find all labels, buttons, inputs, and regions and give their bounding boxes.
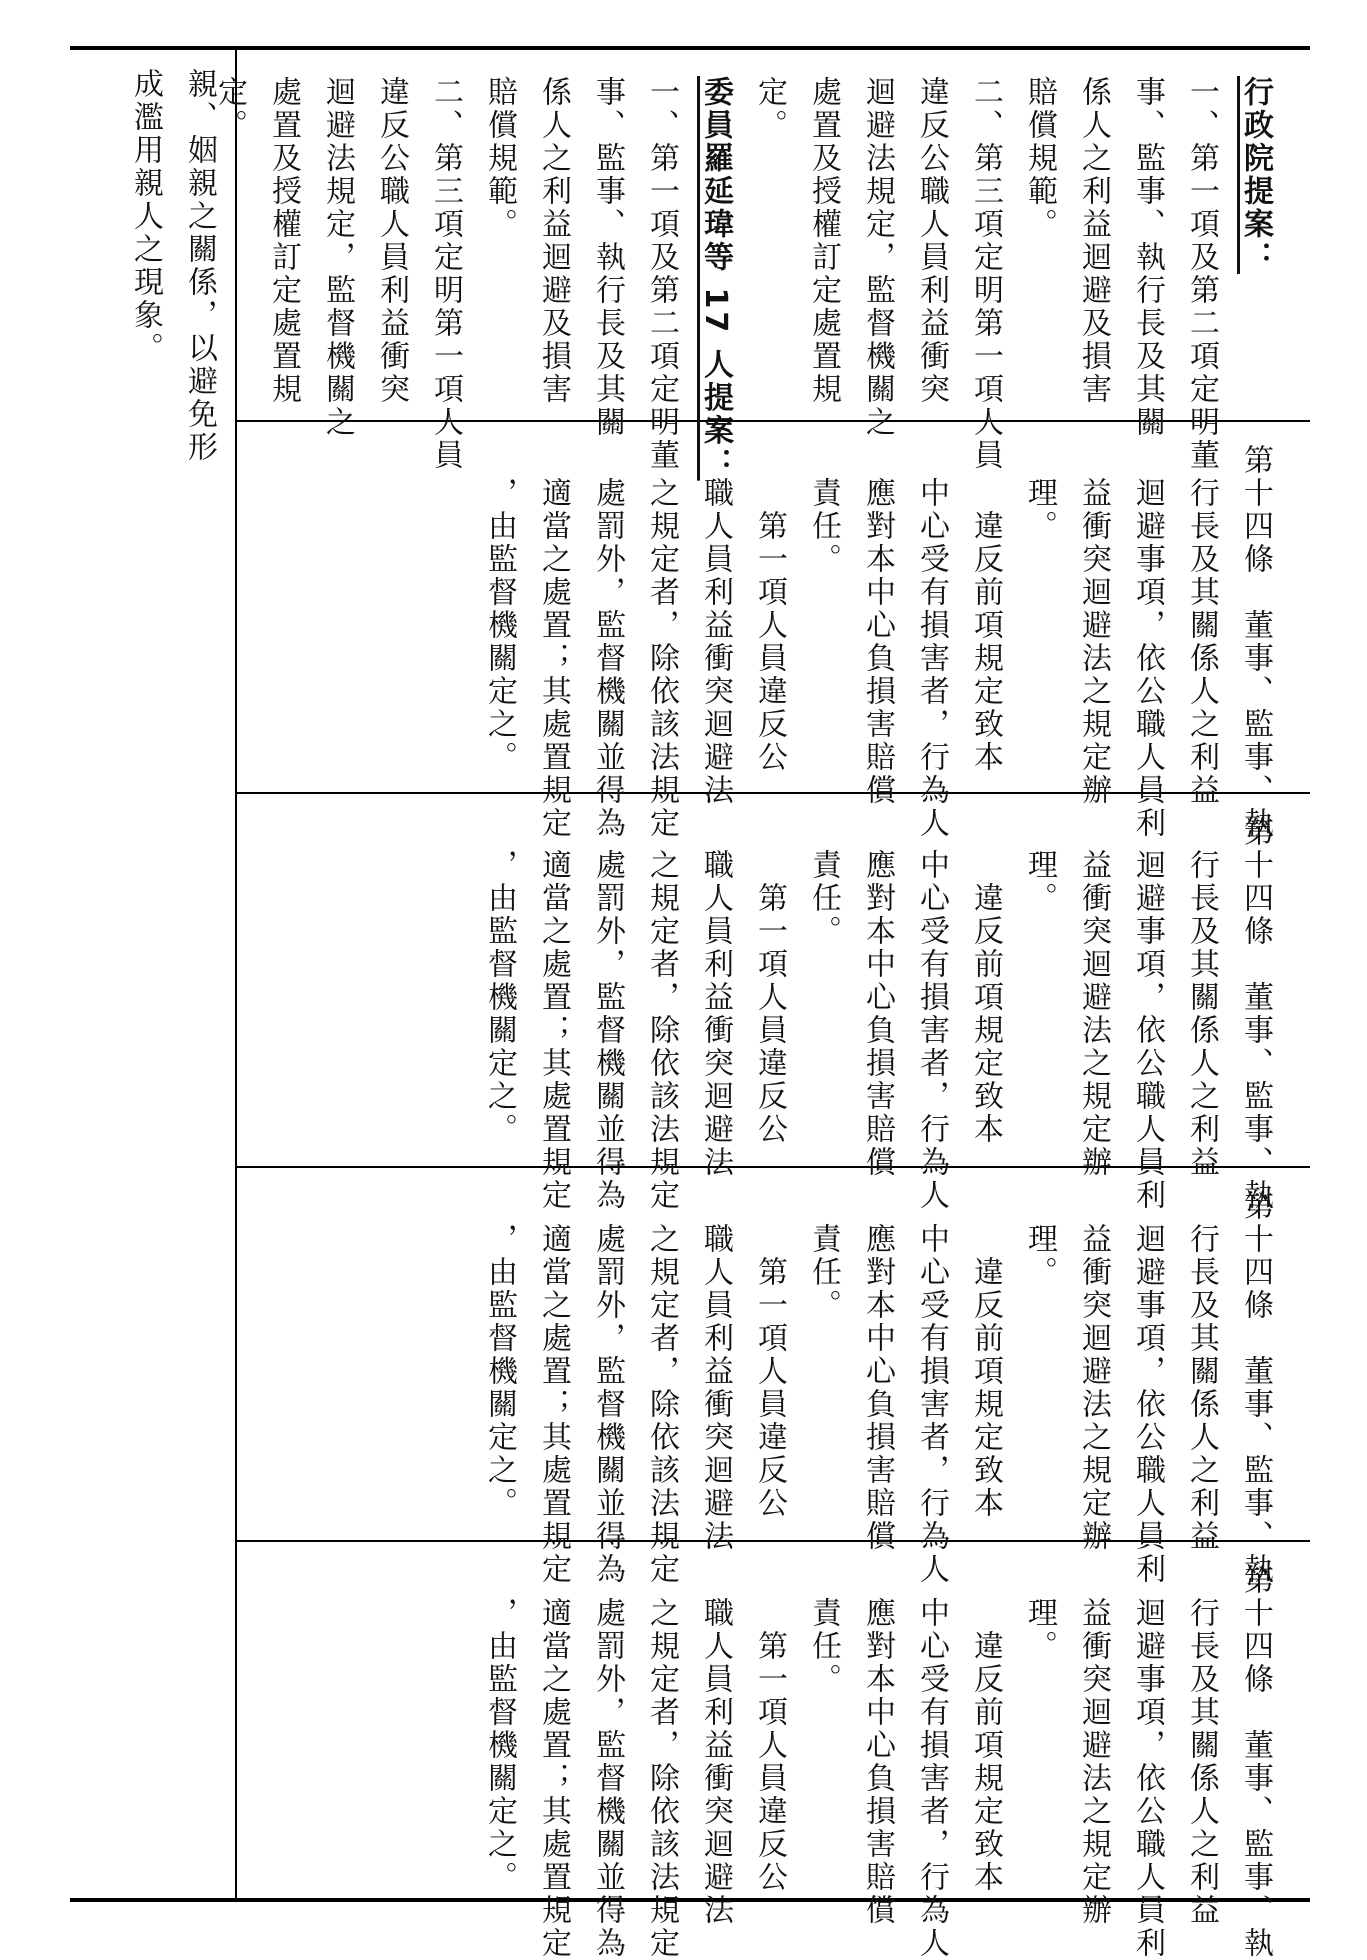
article-line: 第十四條 董事、監事、執 xyxy=(1238,1564,1273,1960)
article-line: 中心受有損害者，行為人 xyxy=(914,444,949,840)
article-line: 應對本中心負損害賠償 xyxy=(860,1564,895,1927)
executive-yuan-proposal-heading: 行政院提案： xyxy=(1238,76,1273,274)
executive-yuan-proposal-line: 係人之利益迴避及損害 xyxy=(1076,76,1111,406)
article-line: 第一項人員違反公 xyxy=(752,1190,787,1520)
article-cell-4 xyxy=(238,1544,1308,1960)
explanation-cell xyxy=(212,56,1308,481)
article-line: 益衝突迴避法之規定辦 xyxy=(1076,816,1111,1179)
article-line: 違反前項規定致本 xyxy=(968,444,1003,774)
article-line: 迴避事項，依公職人員利 xyxy=(1130,444,1165,840)
legislator-proposal-line: 定。 xyxy=(212,76,247,142)
article-line: 迴避事項，依公職人員利 xyxy=(1130,1564,1165,1960)
article-line: 應對本中心負損害賠償 xyxy=(860,1190,895,1553)
article-line: 之規定者，除依該法規定 xyxy=(644,444,679,840)
article-line: 迴避事項，依公職人員利 xyxy=(1130,816,1165,1212)
legislator-proposal-line: 二、第三項定明第一項人員 xyxy=(428,76,463,472)
legislator-proposal-heading: 委員羅延瑋等 17 人提案： xyxy=(698,76,733,481)
article-line: 行長及其關係人之利益 xyxy=(1184,444,1219,807)
article-cell-text xyxy=(472,444,1282,840)
header-cell-line: 成濫用親人之現象。 xyxy=(128,68,163,365)
article-line: 責任。 xyxy=(806,1564,841,1696)
article-cell-2 xyxy=(238,796,1308,1212)
executive-yuan-proposal-line: 迴避法規定，監督機關之 xyxy=(860,76,895,439)
article-line: 違反前項規定致本 xyxy=(968,816,1003,1146)
article-line: 第十四條 董事、監事、執 xyxy=(1238,1190,1273,1586)
article-line: 責任。 xyxy=(806,1190,841,1322)
article-cell-text xyxy=(472,1564,1282,1960)
article-line: ，由監督機關定之。 xyxy=(482,1564,517,1894)
legislator-proposal-line: 迴避法規定，監督機關之 xyxy=(320,76,355,439)
article-line: 處罰外，監督機關並得為 xyxy=(590,1564,625,1960)
article-line: 之規定者，除依該法規定 xyxy=(644,816,679,1212)
executive-yuan-proposal-line: 處置及授權訂定處置規 xyxy=(806,76,841,406)
article-line: 之規定者，除依該法規定 xyxy=(644,1564,679,1960)
explanation-cell-text xyxy=(202,76,1282,481)
article-line: 迴避事項，依公職人員利 xyxy=(1130,1190,1165,1586)
article-line: 第一項人員違反公 xyxy=(752,444,787,774)
header-cell-line: 親、姻親之關係，以避免形 xyxy=(182,68,217,464)
article-line: 第一項人員違反公 xyxy=(752,1564,787,1894)
article-line: 責任。 xyxy=(806,444,841,576)
legislator-proposal-line: 違反公職人員利益衝突 xyxy=(374,76,409,406)
article-line: ，由監督機關定之。 xyxy=(482,816,517,1146)
executive-yuan-proposal-line: 賠償規範。 xyxy=(1022,76,1057,241)
article-line: 職人員利益衝突迴避法 xyxy=(698,444,733,807)
article-line: 處罰外，監督機關並得為 xyxy=(590,816,625,1212)
article-line: 行長及其關係人之利益 xyxy=(1184,1190,1219,1553)
article-cell-text xyxy=(472,816,1282,1212)
article-line: 理。 xyxy=(1022,1564,1057,1663)
article-line: 處罰外，監督機關並得為 xyxy=(590,444,625,840)
article-line: 責任。 xyxy=(806,816,841,948)
article-line: 違反前項規定致本 xyxy=(968,1564,1003,1894)
article-line: 應對本中心負損害賠償 xyxy=(860,816,895,1179)
table-top-border xyxy=(70,46,1310,50)
article-line: 中心受有損害者，行為人 xyxy=(914,816,949,1212)
article-line: 違反前項規定致本 xyxy=(968,1190,1003,1520)
article-line: 第一項人員違反公 xyxy=(752,816,787,1146)
article-line: 中心受有損害者，行為人 xyxy=(914,1190,949,1586)
article-line: 適當之處置；其處置規定 xyxy=(536,1564,571,1960)
article-line: 職人員利益衝突迴避法 xyxy=(698,1564,733,1927)
executive-yuan-proposal-line: 二、第三項定明第一項人員 xyxy=(968,76,1003,472)
article-line: 益衝突迴避法之規定辦 xyxy=(1076,1190,1111,1553)
article-line: 益衝突迴避法之規定辦 xyxy=(1076,1564,1111,1927)
legislator-proposal-line: 係人之利益迴避及損害 xyxy=(536,76,571,406)
executive-yuan-proposal-line: 違反公職人員利益衝突 xyxy=(914,76,949,406)
executive-yuan-proposal-line: 事、監事、執行長及其關 xyxy=(1130,76,1165,439)
legislator-proposal-line: 事、監事、執行長及其關 xyxy=(590,76,625,439)
executive-yuan-proposal-line: 一、第一項及第二項定明董 xyxy=(1184,76,1219,472)
article-line: 應對本中心負損害賠償 xyxy=(860,444,895,807)
article-line: 行長及其關係人之利益 xyxy=(1184,816,1219,1179)
legislator-proposal-line: 賠償規範。 xyxy=(482,76,517,241)
article-cell-1 xyxy=(238,424,1308,840)
article-line: ，由監督機關定之。 xyxy=(482,1190,517,1520)
article-line: 理。 xyxy=(1022,1190,1057,1289)
article-line: 中心受有損害者，行為人 xyxy=(914,1564,949,1960)
article-line: 適當之處置；其處置規定 xyxy=(536,816,571,1212)
article-line: 理。 xyxy=(1022,816,1057,915)
article-cell-3 xyxy=(238,1170,1308,1586)
legislator-proposal-line: 一、第一項及第二項定明董 xyxy=(644,76,679,472)
article-line: 適當之處置；其處置規定 xyxy=(536,1190,571,1586)
article-cell-text xyxy=(472,1190,1282,1586)
article-line: 第十四條 董事、監事、執 xyxy=(1238,444,1273,840)
executive-yuan-proposal-line: 定。 xyxy=(752,76,787,142)
article-line: ，由監督機關定之。 xyxy=(482,444,517,774)
article-line: 之規定者，除依該法規定 xyxy=(644,1190,679,1586)
article-line: 職人員利益衝突迴避法 xyxy=(698,816,733,1179)
legislator-proposal-line: 處置及授權訂定處置規 xyxy=(266,76,301,406)
article-line: 處罰外，監督機關並得為 xyxy=(590,1190,625,1586)
article-line: 理。 xyxy=(1022,444,1057,543)
article-line: 適當之處置；其處置規定 xyxy=(536,444,571,840)
article-line: 第十四條 董事、監事、執 xyxy=(1238,816,1273,1212)
article-line: 益衝突迴避法之規定辦 xyxy=(1076,444,1111,807)
article-line: 職人員利益衝突迴避法 xyxy=(698,1190,733,1553)
article-line: 行長及其關係人之利益 xyxy=(1184,1564,1219,1927)
